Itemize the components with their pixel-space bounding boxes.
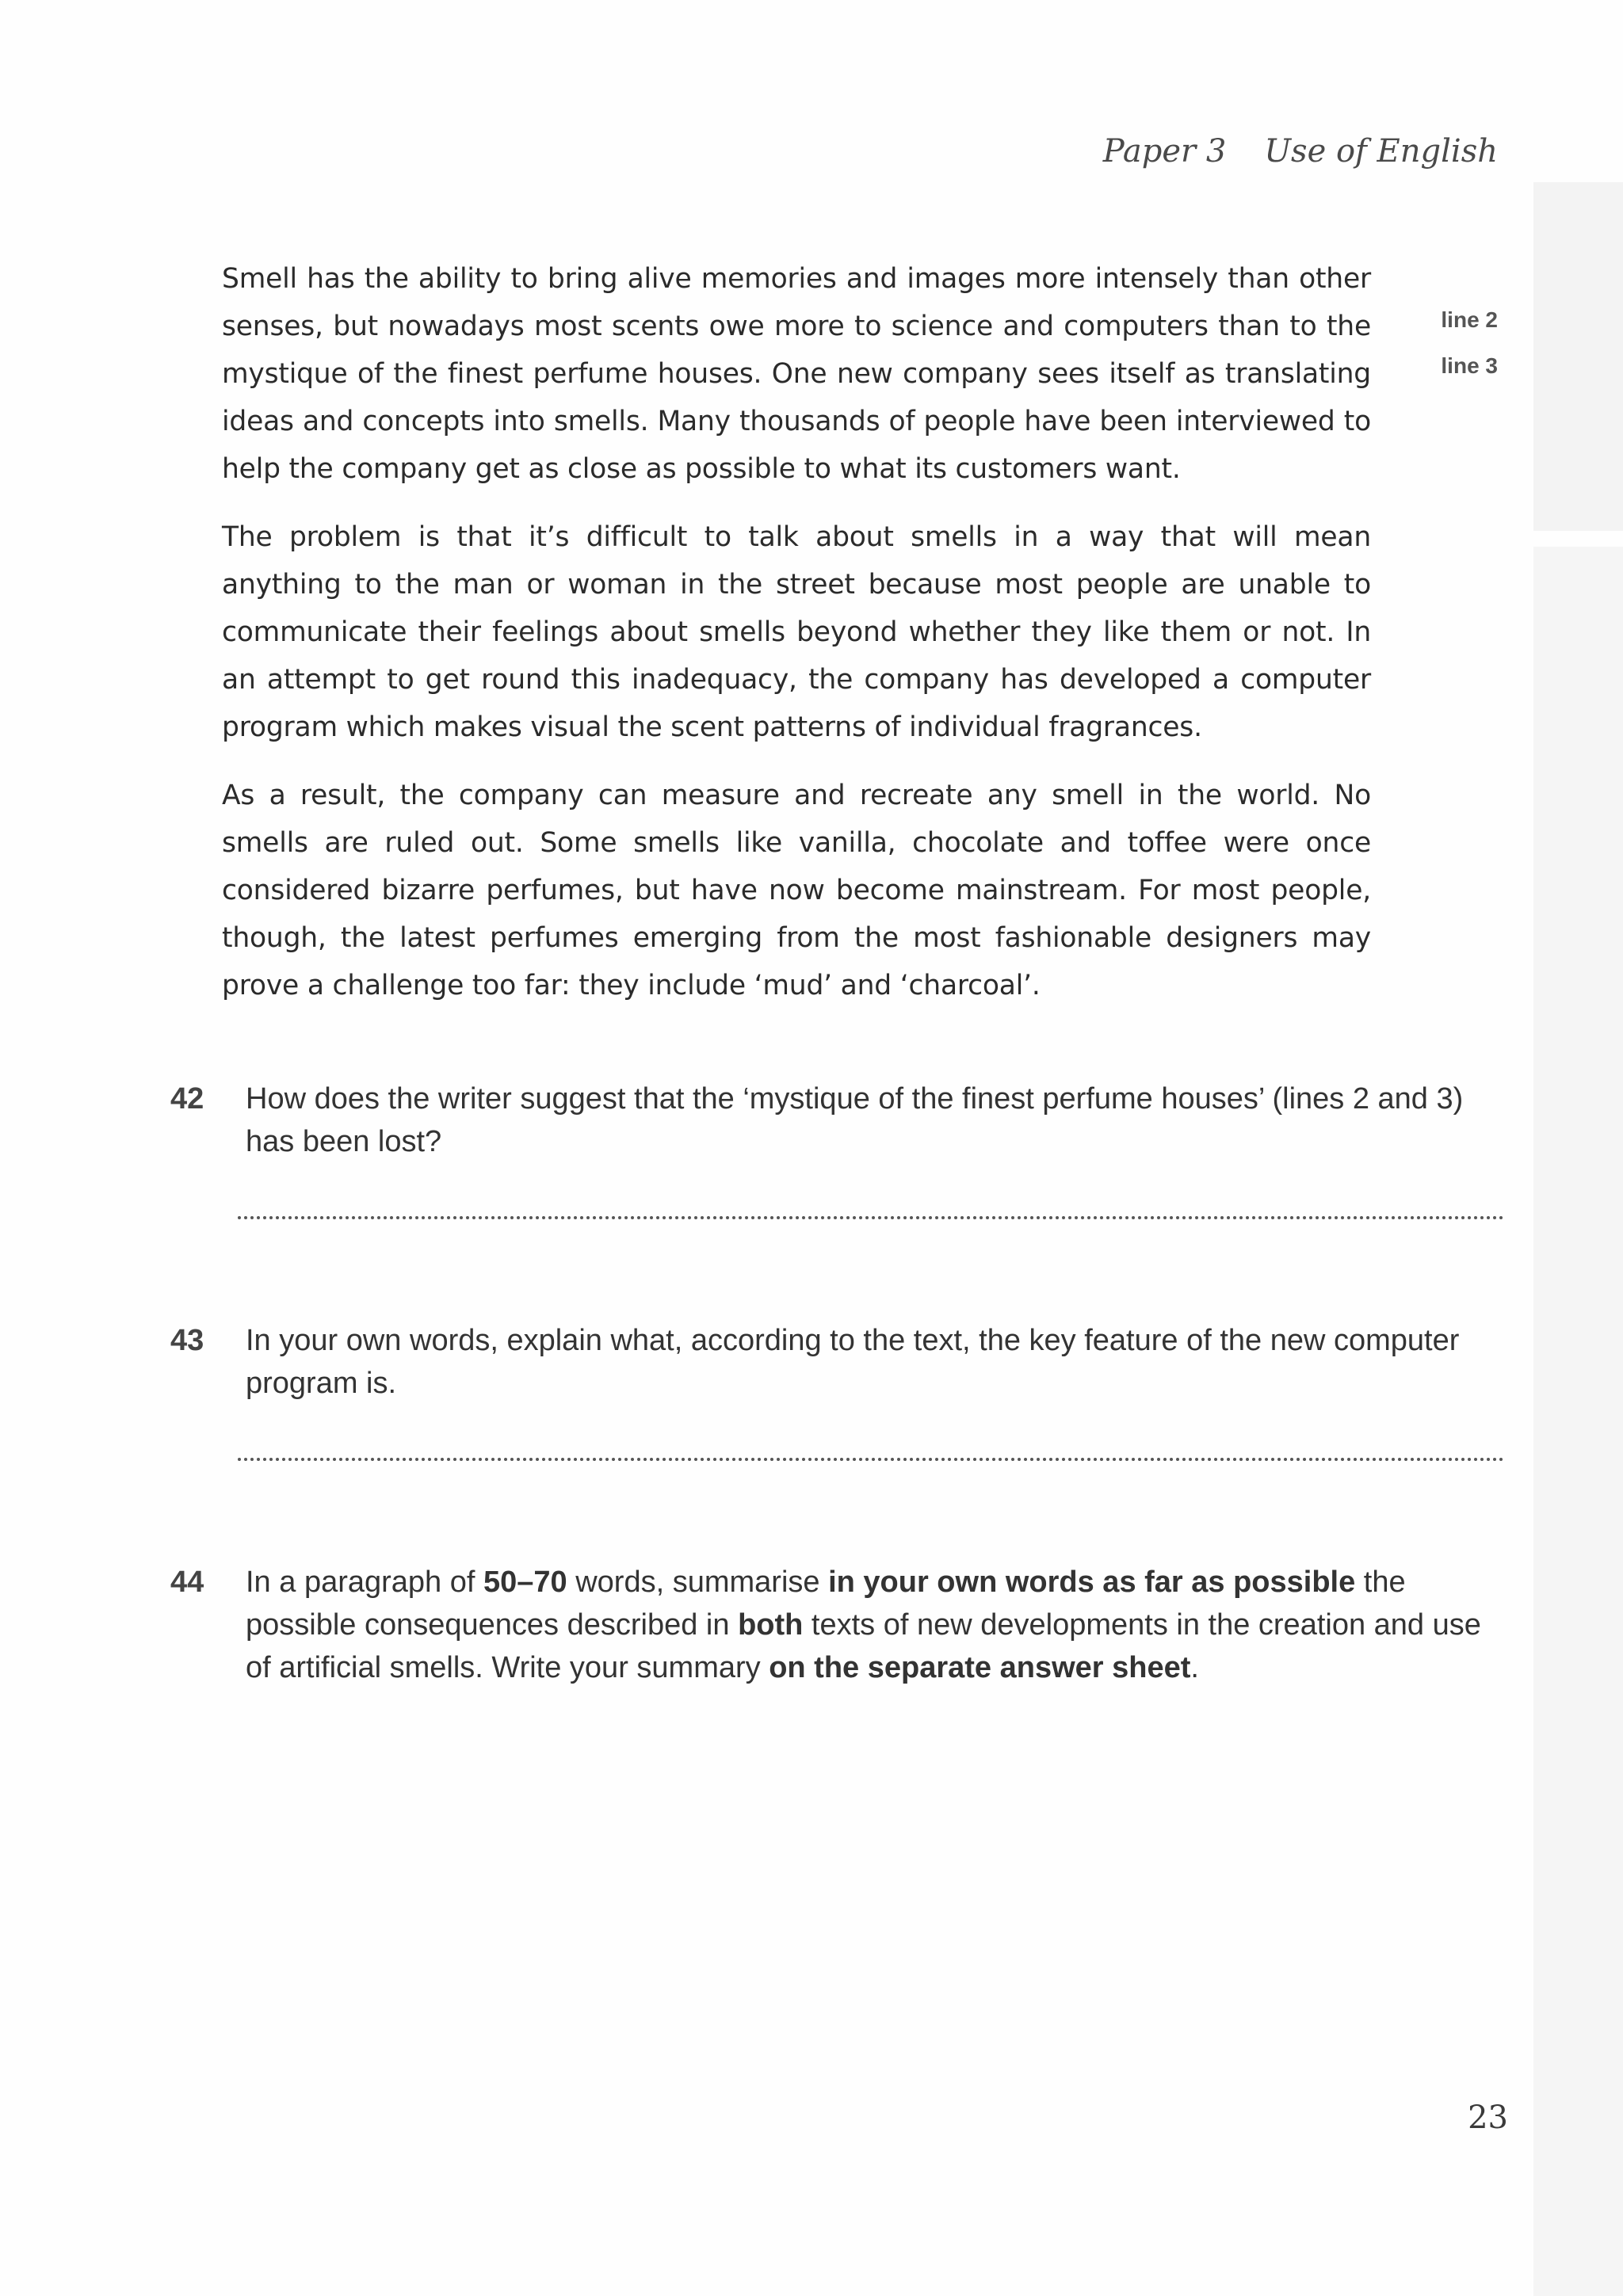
reading-passage [222,255,1371,1030]
page-edge-shadow [1533,182,1623,531]
q44-text-1: In a paragraph of [246,1566,483,1599]
q44-own-words: in your own words as far as possible [828,1566,1356,1599]
question-text [246,1561,1510,1689]
question-number: 44 [170,1566,204,1599]
answer-line-43[interactable] [238,1458,1504,1461]
passage-paragraph-2: The problem is that it’s difficult to talk about smells in a way that will mean anything to the man or woman in the street because most people are unable to communicate their feelings about smells beyond whether they like them or not. In an attempt to get round this inadequacy, the company has developed a computer program which makes visual the scent patterns of individual fragrances. [222,521,1371,743]
q44-text-5: . [1190,1651,1199,1684]
question-text: How does the writer suggest that the ‘mystique of the finest perfume houses’ (lines 2 and 3) has been lost? [246,1082,1464,1158]
answer-line-42[interactable] [238,1216,1504,1219]
page-number: 23 [1468,2100,1508,2136]
question-44 [170,1561,1510,1689]
q44-text-4: texts of new developments in the creation and use of artificial smells. Write your summary [246,1608,1481,1684]
passage-paragraph-3: As a result, the company can measure and recreate any smell in the world. No smells are ruled out. Some smells like vanilla, chocolate and toffee were once considered bizarre perfumes, but have now become mainstream. For most people, though, the latest perfumes emerging from the most fashionable designers may prove a challenge too far: they include ‘mud’ and ‘charcoal’. [222,780,1371,1001]
page-edge-shadow-lower [1533,547,1623,2296]
question-text: In your own words, explain what, according to the text, the key feature of the new computer program is. [246,1324,1460,1400]
question-43 [170,1319,1510,1405]
question-number: 42 [170,1082,204,1116]
line-3-label: line 3 [1441,353,1498,378]
section-label: Use of English [1264,133,1498,170]
line-2-label: line 2 [1441,307,1498,332]
paper-label: Paper 3 [1102,133,1227,170]
q44-text-3: the possible consequences described in [246,1566,1406,1642]
page-header [1103,133,1498,170]
q44-text-2: words, summarise [567,1566,829,1599]
q44-answer-sheet: on the separate answer sheet [769,1651,1191,1684]
q44-both: both [738,1608,804,1642]
q44-word-count: 50–70 [483,1566,567,1599]
question-42 [170,1077,1510,1163]
question-number: 43 [170,1324,204,1357]
passage-paragraph-1: Smell has the ability to bring alive memories and images more intensely than other senses, but nowadays most scents owe more to science and computers than to the mystique of the finest perfume houses. One new company sees itself as translating ideas and concepts into smells. Many thousands of people have been interviewed to help the company get as close as possible to what its customers want. [222,263,1371,485]
